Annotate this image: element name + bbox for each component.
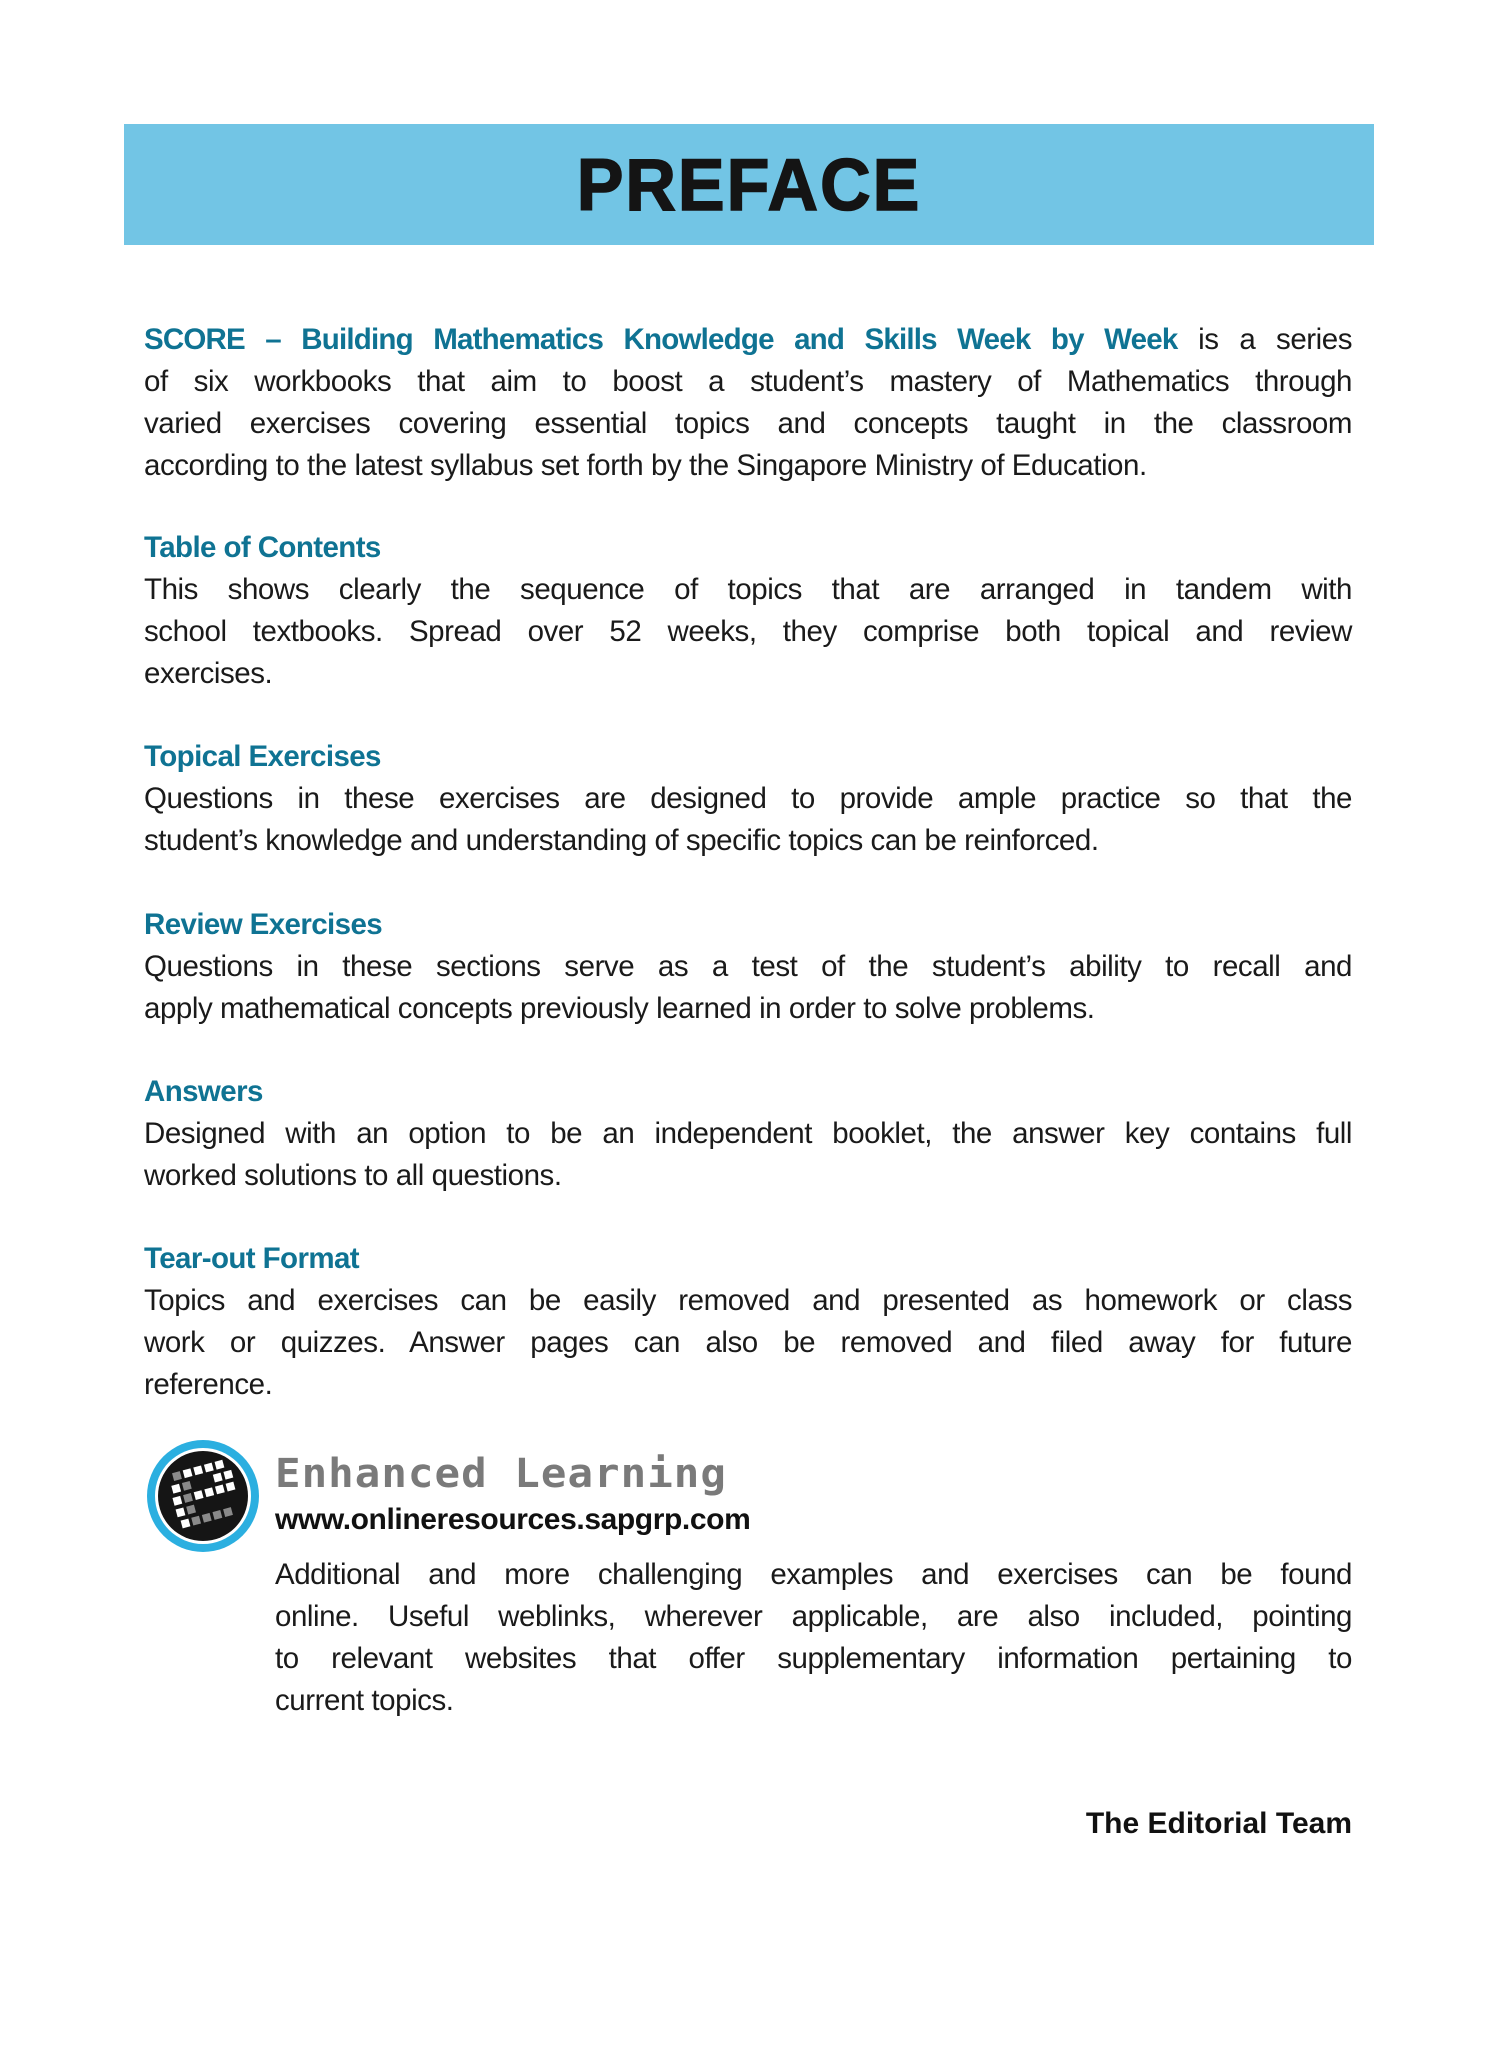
section-review-exercises [144,904,1352,1030]
title-banner [124,124,1374,245]
intro-paragraph [144,319,1352,487]
section-topical-exercises [144,736,1352,862]
section-line: Questions in these exercises are designed to provide ample practice so that the [144,782,1352,815]
section-answers [144,1071,1352,1197]
section-tear-out-format [144,1238,1352,1406]
section-heading: Review Exercises [144,908,383,941]
online-line: Additional and more challenging examples and exercises can be found [275,1558,1352,1591]
section-heading: Topical Exercises [144,740,381,773]
online-line: to relevant websites that offer supplementary information pertaining to [275,1642,1352,1675]
intro-line-1-text: is a series [1177,323,1353,356]
section-line: school textbooks. Spread over 52 weeks, they comprise both topical and review [144,615,1352,648]
section-line: student’s knowledge and understanding of specific topics can be reinforced. [144,824,1099,857]
enhanced-learning-brand: Enhanced Learning [275,1451,727,1497]
section-line: reference. [144,1368,273,1401]
intro-line-1 [144,319,1352,361]
online-line: online. Useful weblinks, wherever applicable, are also included, pointing [275,1600,1352,1633]
section-line: apply mathematical concepts previously learned in order to solve problems. [144,992,1095,1025]
series-title: SCORE – Building Mathematics Knowledge and Skills Week by Week [144,323,1178,356]
section-line: Questions in these sections serve as a test of the student’s ability to recall and [144,950,1352,983]
section-line: exercises. [144,657,273,690]
section-line: work or quizzes. Answer pages can also be removed and filed away for future [144,1326,1352,1359]
intro-line-3: varied exercises covering essential topics and concepts taught in the classroom [144,407,1352,440]
online-line: current topics. [275,1684,454,1717]
intro-line-4: according to the latest syllabus set forth by the Singapore Ministry of Education. [144,449,1147,482]
section-table-of-contents [144,527,1352,695]
section-line: Designed with an option to be an independent booklet, the answer key contains full [144,1117,1352,1150]
online-resources-url[interactable]: www.onlineresources.sapgrp.com [275,1503,751,1536]
section-line: Topics and exercises can be easily removed and presented as homework or class [144,1284,1352,1317]
intro-line-2: of six workbooks that aim to boost a student’s mastery of Mathematics through [144,365,1352,398]
online-resources-description [275,1554,1352,1722]
signature: The Editorial Team [1085,1807,1352,1840]
section-line: This shows clearly the sequence of topics that are arranged in tandem with [144,573,1352,606]
section-heading: Answers [144,1075,263,1108]
section-heading: Tear-out Format [144,1242,359,1275]
section-heading: Table of Contents [144,531,381,564]
enhanced-learning-logo-icon [145,1438,261,1554]
section-line: worked solutions to all questions. [144,1159,562,1192]
page-title: PREFACE [576,143,922,226]
